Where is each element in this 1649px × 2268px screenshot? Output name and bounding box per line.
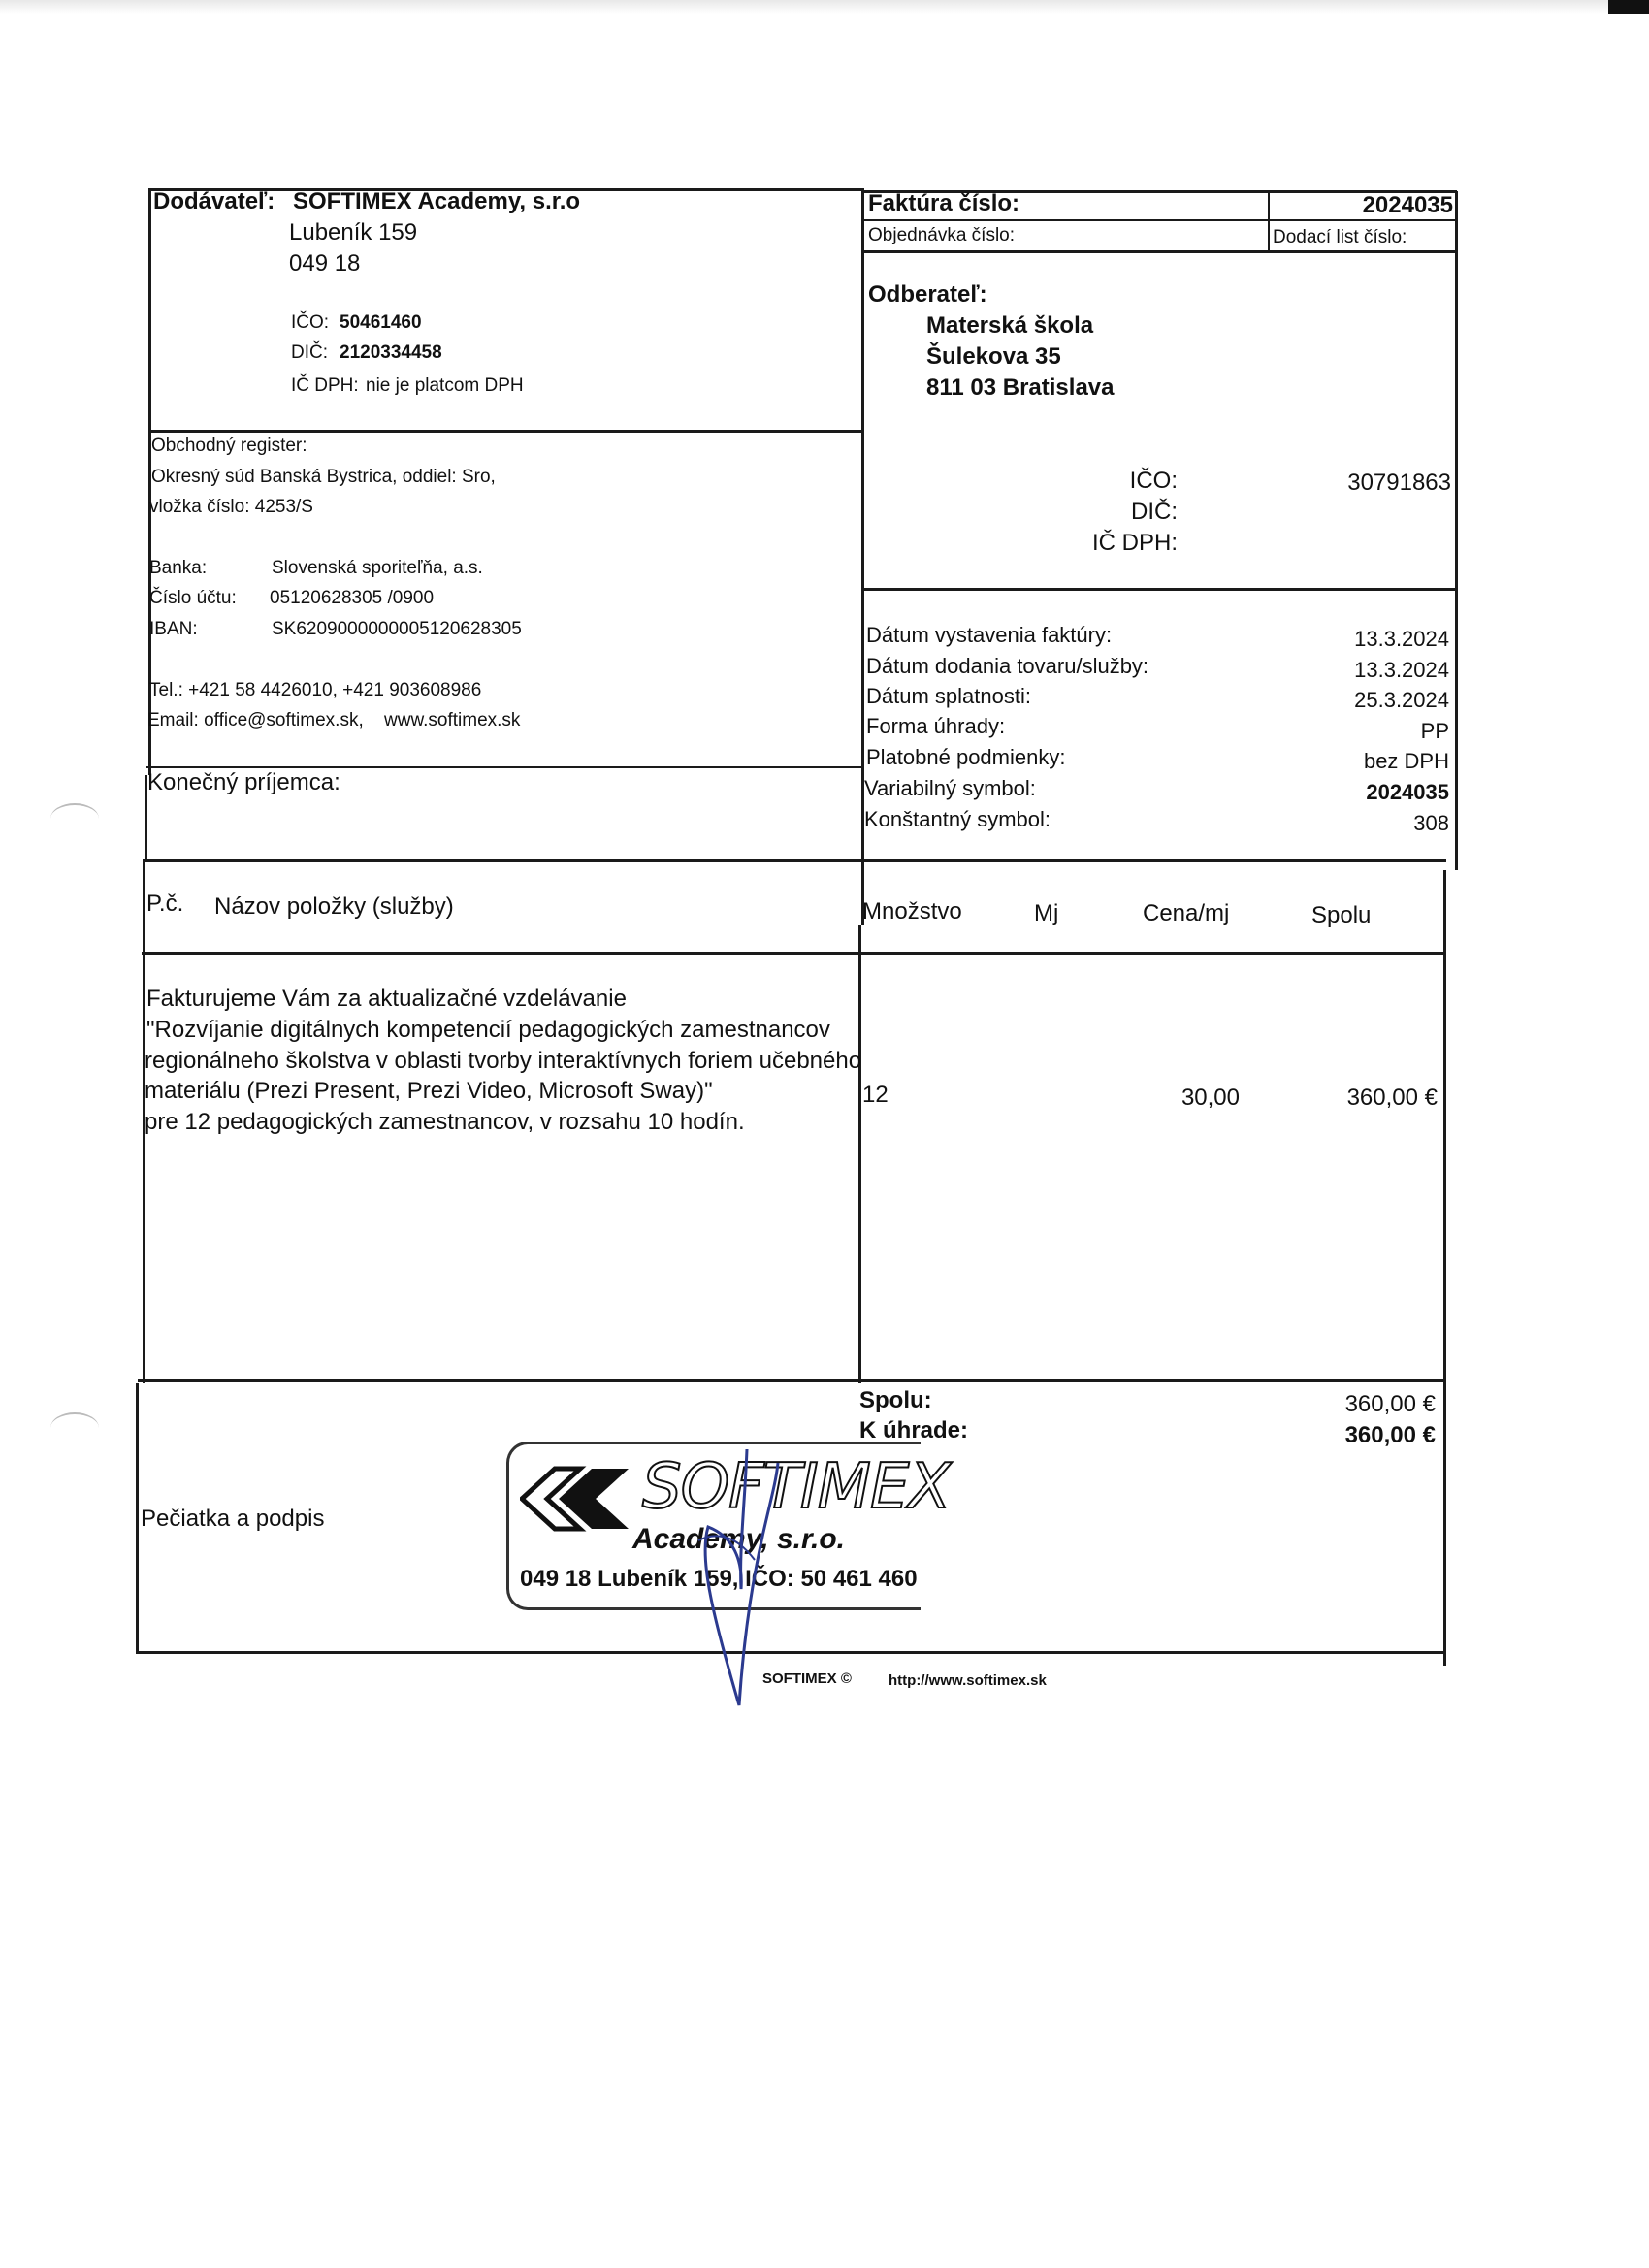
invoice-number-label: Faktúra číslo: [868, 190, 1020, 216]
item-qty: 12 [862, 1082, 889, 1108]
detail-label: Dátum dodania tovaru/služby: [866, 654, 1149, 678]
bank-name: Slovenská sporiteľňa, a.s. [272, 558, 483, 578]
stamp-sign-label: Pečiatka a podpis [141, 1506, 325, 1532]
detail-value: 308 [1413, 811, 1449, 835]
item-description-line: "Rozvíjanie digitálnych kompetencií pedagogických zamestnancov [146, 1017, 830, 1043]
sum-value: 360,00 € [1344, 1391, 1436, 1417]
register-line1: Okresný súd Banská Bystrica, oddiel: Sro, [151, 467, 496, 487]
supplier-name: SOFTIMEX Academy, s.r.o [293, 188, 581, 214]
supplier-ico: 50461460 [340, 312, 422, 333]
detail-label: Dátum vystavenia faktúry: [866, 623, 1113, 647]
supplier-zip: 049 18 [289, 250, 361, 276]
supplier-label: Dodávateľ: [153, 188, 275, 214]
col-name: Názov položky (služby) [214, 893, 454, 920]
col-unit: Mj [1034, 900, 1059, 926]
detail-value: 13.3.2024 [1354, 658, 1449, 682]
supplier-icdph-label: IČ DPH: [291, 375, 359, 396]
item-description-line: regionálneho školstva v oblasti tvorby interaktívnych foriem učebného [145, 1048, 862, 1074]
contact-web: www.softimex.sk [384, 710, 521, 730]
customer-street: Šulekova 35 [926, 343, 1061, 370]
item-description-line: materiálu (Prezi Present, Prezi Video, Microsoft Sway)" [145, 1078, 713, 1104]
col-pc: P.č. [146, 891, 184, 917]
bank-label: Banka: [149, 558, 208, 578]
stamp-logo-icon [520, 1465, 636, 1533]
supplier-ico-label: IČO: [291, 312, 330, 333]
customer-name: Materská škola [926, 312, 1094, 339]
detail-label: Dátum splatnosti: [866, 684, 1031, 708]
footer-brand: SOFTIMEX © [762, 1670, 852, 1687]
detail-value: 25.3.2024 [1354, 688, 1449, 712]
contact-email: Email: office@softimex.sk, [147, 710, 364, 730]
punch-hole-mark [50, 803, 99, 834]
customer-icdph-label: IČ DPH: [1091, 530, 1178, 556]
detail-label: Platobné podmienky: [866, 745, 1066, 769]
item-total: 360,00 € [1346, 1085, 1438, 1111]
customer-ico: 30791863 [1347, 470, 1451, 496]
account-label: Číslo účtu: [149, 588, 237, 608]
detail-value: 2024035 [1366, 780, 1449, 804]
scan-corner [1608, 0, 1649, 14]
sum-label: Spolu: [859, 1387, 932, 1413]
register-title: Obchodný register: [151, 436, 307, 456]
supplier-street: Lubeník 159 [289, 219, 418, 245]
customer-city: 811 03 Bratislava [926, 374, 1115, 401]
iban-label: IBAN: [149, 619, 198, 639]
col-price: Cena/mj [1143, 900, 1230, 926]
footer-url: http://www.softimex.sk [889, 1672, 1047, 1689]
register-line2: vložka číslo: 4253/S [149, 497, 313, 517]
stamp-company: Academy, s.r.o. [632, 1523, 845, 1555]
delivery-note-label: Dodací list číslo: [1273, 227, 1407, 247]
contact-tel: Tel.: +421 58 4426010, +421 903608986 [149, 680, 482, 700]
detail-value: PP [1420, 719, 1449, 743]
customer-label: Odberateľ: [868, 281, 987, 308]
iban-value: SK6209000000005120628305 [272, 619, 522, 639]
item-description-line: Fakturujeme Vám za aktualizačné vzdelávanie [146, 986, 627, 1012]
item-description-line: pre 12 pedagogických zamestnancov, v rozsahu 10 hodín. [145, 1109, 745, 1135]
invoice-number: 2024035 [1362, 192, 1453, 218]
due-label: K úhrade: [859, 1417, 969, 1443]
final-recipient-label: Konečný príjemca: [147, 769, 340, 795]
detail-label: Konštantný symbol: [864, 807, 1051, 831]
customer-ico-label: IČO: [1129, 468, 1178, 494]
stamp-logo-text: SOFTIMEX [642, 1451, 951, 1523]
customer-dic-label: DIČ: [1131, 499, 1178, 525]
detail-value: bez DPH [1363, 749, 1449, 773]
due-value: 360,00 € [1344, 1422, 1436, 1448]
detail-label: Variabilný symbol: [864, 776, 1036, 800]
account-number: 05120628305 /0900 [270, 588, 435, 608]
supplier-icdph: nie je platcom DPH [366, 375, 524, 396]
punch-hole-mark [50, 1412, 99, 1443]
item-price: 30,00 [1180, 1085, 1240, 1111]
detail-value: 13.3.2024 [1354, 627, 1449, 651]
stamp-address: 049 18 Lubeník 159, IČO: 50 461 460 [520, 1566, 918, 1592]
col-total: Spolu [1311, 902, 1372, 928]
supplier-dic-label: DIČ: [291, 342, 328, 363]
supplier-dic: 2120334458 [340, 342, 442, 363]
col-qty: Množstvo [862, 898, 962, 924]
order-number-label: Objednávka číslo: [868, 225, 1016, 245]
scan-edge [0, 0, 1649, 14]
detail-label: Forma úhrady: [866, 714, 1006, 738]
